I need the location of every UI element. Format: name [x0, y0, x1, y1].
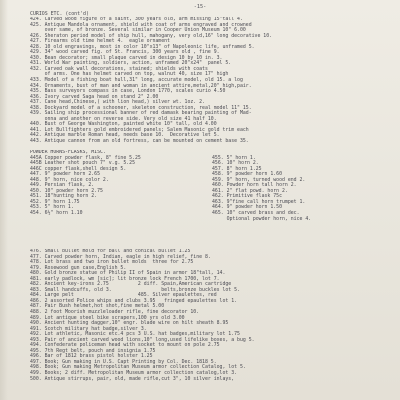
catalog-entry: 440. Bust of George Washington, painted white 10" tall, old 4.00: [30, 121, 217, 128]
catalog-entry: 448. 9" horn, nice color 2.: [30, 176, 109, 183]
page-number: -15-: [193, 4, 207, 10]
catalog-entry: 492. Lot athletic, Masonic etc.4 pcs 3 U.S. hat badges,military lot 1.75: [30, 331, 240, 338]
catalog-entry: 500. Antique stirrups, pair, old, made rifle,cut 3", 10 silver inlays,: [30, 375, 235, 382]
catalog-entry: 477. Carved powder horn, Indian, eagle in high relief, fine 8.: [30, 253, 211, 260]
catalog-entry: 483. Small handcuffs, old 3. belts,bronze buckles lot 5.: [30, 286, 240, 293]
catalog-entry: 457. 8" horn 1.25: [212, 165, 262, 172]
catalog-entry: 442. Antique marble Roman head, needs base 10. Decorative let 5.: [30, 132, 220, 139]
catalog-entry: 449. Persian flask, 2.: [30, 182, 95, 189]
catalog-entry: 436. Ivory carved Saga head on stand 2" 2.00: [30, 93, 159, 100]
catalog-entry: 453. 5" horn 1.: [30, 204, 74, 211]
catalog-entry: 445A Copper powder flask, 8" fine 5.25: [30, 154, 141, 161]
catalog-entry: 462. Primitive flask 75c: [212, 193, 282, 200]
catalog-entry: 465. 10" carved brass and dec.: [212, 210, 300, 217]
catalog-entry: 445B Leather shot pouch 7" v.g. 5.25: [30, 160, 135, 167]
catalog-entry: 425. Antique Mandola ornament, shield with coat of arms engraved and crowned: [30, 21, 252, 28]
catalog-entry: 429. 34" wood carved fig. of St. Francis, 300 years old , fine 9.: [30, 49, 220, 56]
intro-listing: [30, 17, 392, 145]
catalog-entry: 428. 10 old engravings, most in color 10"x13" of Napoleonic life, unframed 5.: [30, 43, 255, 50]
catalog-entry: 461. 2" flat powd. horn 2.: [212, 187, 288, 194]
catalog-entry: 463. 9"fine call horn trumpet 1.: [212, 198, 306, 205]
catalog-entry: 464. 9" powder horn 1.50: [212, 204, 282, 211]
catalog-entry: 486. 2 assorted Police whips and clubs 3.95 fringed epaulettes lot 1.: [30, 297, 238, 304]
catalog-entry: 456. 10" horn 2.: [212, 160, 259, 167]
catalog-entry: 447. 9" powder horn 2.65: [30, 171, 100, 178]
catalog-entry: 454. 6½" horn 1.10: [30, 210, 83, 217]
catalog-entry: 491. Scotch military hat badge,silver 3.: [30, 325, 147, 332]
catalog-entry: onna and another on reverse side. Very old size 41 half 10.: [30, 115, 217, 122]
catalog-entry: 490. Ancient hunting dagger,10" engr. blade wire on hilt sheath 8.95: [30, 320, 229, 327]
listing-column-right: [212, 156, 392, 223]
catalog-entry: 441. Lot Bullfighters gold embroidered panels; Salem Masonic gold trim each: [30, 126, 249, 133]
catalog-entry: 489. Lot antique steel bike scrapers,100 yrs old 3.00: [30, 314, 185, 321]
listing-column-left: [30, 150, 208, 217]
catalog-entry: 487. Pair Bush helmet,hot shot,fine metal 5.00: [30, 303, 165, 310]
catalog-entry: 424. Carved wood figure of a saint, 300 years old, arm missing 15"tall 4.: [30, 17, 243, 22]
catalog-entry: 460. Powder horn tall horn 2.: [212, 182, 297, 189]
catalog-entry: 458. 9" powder horn 1.60: [212, 171, 282, 178]
catalog-entry: 481. early padlock, wm [sic]; lit bronze lock French 1700, lot 7.: [30, 275, 220, 282]
catalog-entry: 488. 2 foot Moorish muzzleloader rifle, fine decorator 10.: [30, 309, 200, 316]
lower-listing: [30, 249, 392, 382]
catalog-entry: 495. 7th Regt belt, pouch and insignia 1.75: [30, 347, 156, 354]
catalog-entry: 498. Book; Gun making Metropolitan Museum armor collection Catalog, lot 5.: [30, 364, 246, 371]
catalog-entry: 493. Pair of ancient carved wood lions,10" long,used lifelike boxes, a bug 5.: [30, 336, 255, 343]
catalog-entry: 437. Cane head,Chinese,( with lion head,) silver wt. 1oz. 2.: [30, 99, 205, 106]
catalog-entry: over same, of bronze. Several similar in Cooper Union Museum 10" 6.00: [30, 27, 246, 34]
catalog-entry: 438. Dockyard model of a schooner, skeleton construction, real model 11" 15.: [30, 104, 252, 111]
catalog-entry: 427. Firearms old time helmet 4. eagle ornament: [30, 38, 170, 45]
catalog-entry: 432. Carved oak wall decorations, stained; shields with coats: [30, 65, 208, 72]
catalog-entry: 455. 5" horn 1.: [212, 154, 256, 161]
catalog-entry: 494. Confederate policeman head with socket to mount on pole 2.75: [30, 342, 220, 349]
catalog-entry: 446C copper flask,shell design 5.: [30, 165, 127, 172]
catalog-entry: 459. 9" horn, turned wood end 2.: [212, 176, 306, 183]
catalog-entry: 433. Model of a fishing boat hull,31" long, accurate model, old 15. a log: [30, 77, 243, 84]
catalog-entry: 439. Sailing ship processional banner of red damask bearing painting of Mad-: [30, 110, 252, 117]
catalog-entry: Optional powder horn, nice 4.: [212, 215, 312, 222]
powder-horn-listing: [30, 150, 392, 245]
catalog-entry: 496. Bar of 1812 brass pistol holster 1.25: [30, 353, 153, 360]
section-heading: CURIOS ETC. (cont'd): [30, 11, 89, 17]
catalog-entry: 482. Ancient key-irons 2.75 2 diff. Spain,American cartridge: [30, 281, 232, 288]
catalog-entry: 443. Antique cannon from an old fortress, can be mounted on cement base 35.: [30, 138, 249, 145]
catalog-entry: 430. Bean decorator; small plaque carved in design 10 by 10 in. 3.: [30, 54, 223, 61]
sub-heading: POWDER HORNS-FLASKS, MISC.: [30, 150, 106, 155]
catalog-entry: 426. Sheraton period model of ship hull, mahogany, very old,16" long decorative 10.: [30, 32, 273, 39]
catalog-entry: 451. 18"hunting horn 2.: [30, 193, 98, 200]
catalog-entry: 497. Book; Gun making in U.S. Capt Printing by Col. Dec. 1818 5.: [30, 358, 217, 365]
catalog-entry: 450. 10" powder horn 2.75: [30, 187, 103, 194]
catalog-entry: 484. Large pelt 485. Silver epaulettes, red: [30, 292, 217, 299]
catalog-entry: of arms. One has helmet carved on top, walnut 40, size 17" high: [30, 71, 229, 78]
catalog-entry: 499. Books; 2 diff. Metropolitan Museum armor collection catalog,lot 3.: [30, 370, 238, 377]
catalog-entry: 476. Small bullet mold for ball and conical bullet 1.25: [30, 249, 191, 254]
catalog-entry: 435. Bass surveyors compass in case, London 1770, scales curio 4.50: [30, 88, 226, 95]
catalog-entry: 478. Lot brass and two iron bullet molds three for 2.75: [30, 259, 194, 266]
page-fold-shadow: [0, 0, 8, 400]
catalog-entry: 479. Rosewood gun case,English 5.: [30, 264, 127, 271]
catalog-entry: 434. Ornaments, bust of man and woman in ancient attire,metal,20" high,pair.: [30, 82, 252, 89]
catalog-entry: 431. World War painting, soldiers, action, unframed 20"x24" panel 5.: [30, 60, 232, 67]
catalog-entry: 452. 9" horn 1.75: [30, 198, 80, 205]
catalog-entry: 480. Gold bronze statue of Philip II of Spain in armor 18"tall, 14.: [30, 270, 226, 277]
